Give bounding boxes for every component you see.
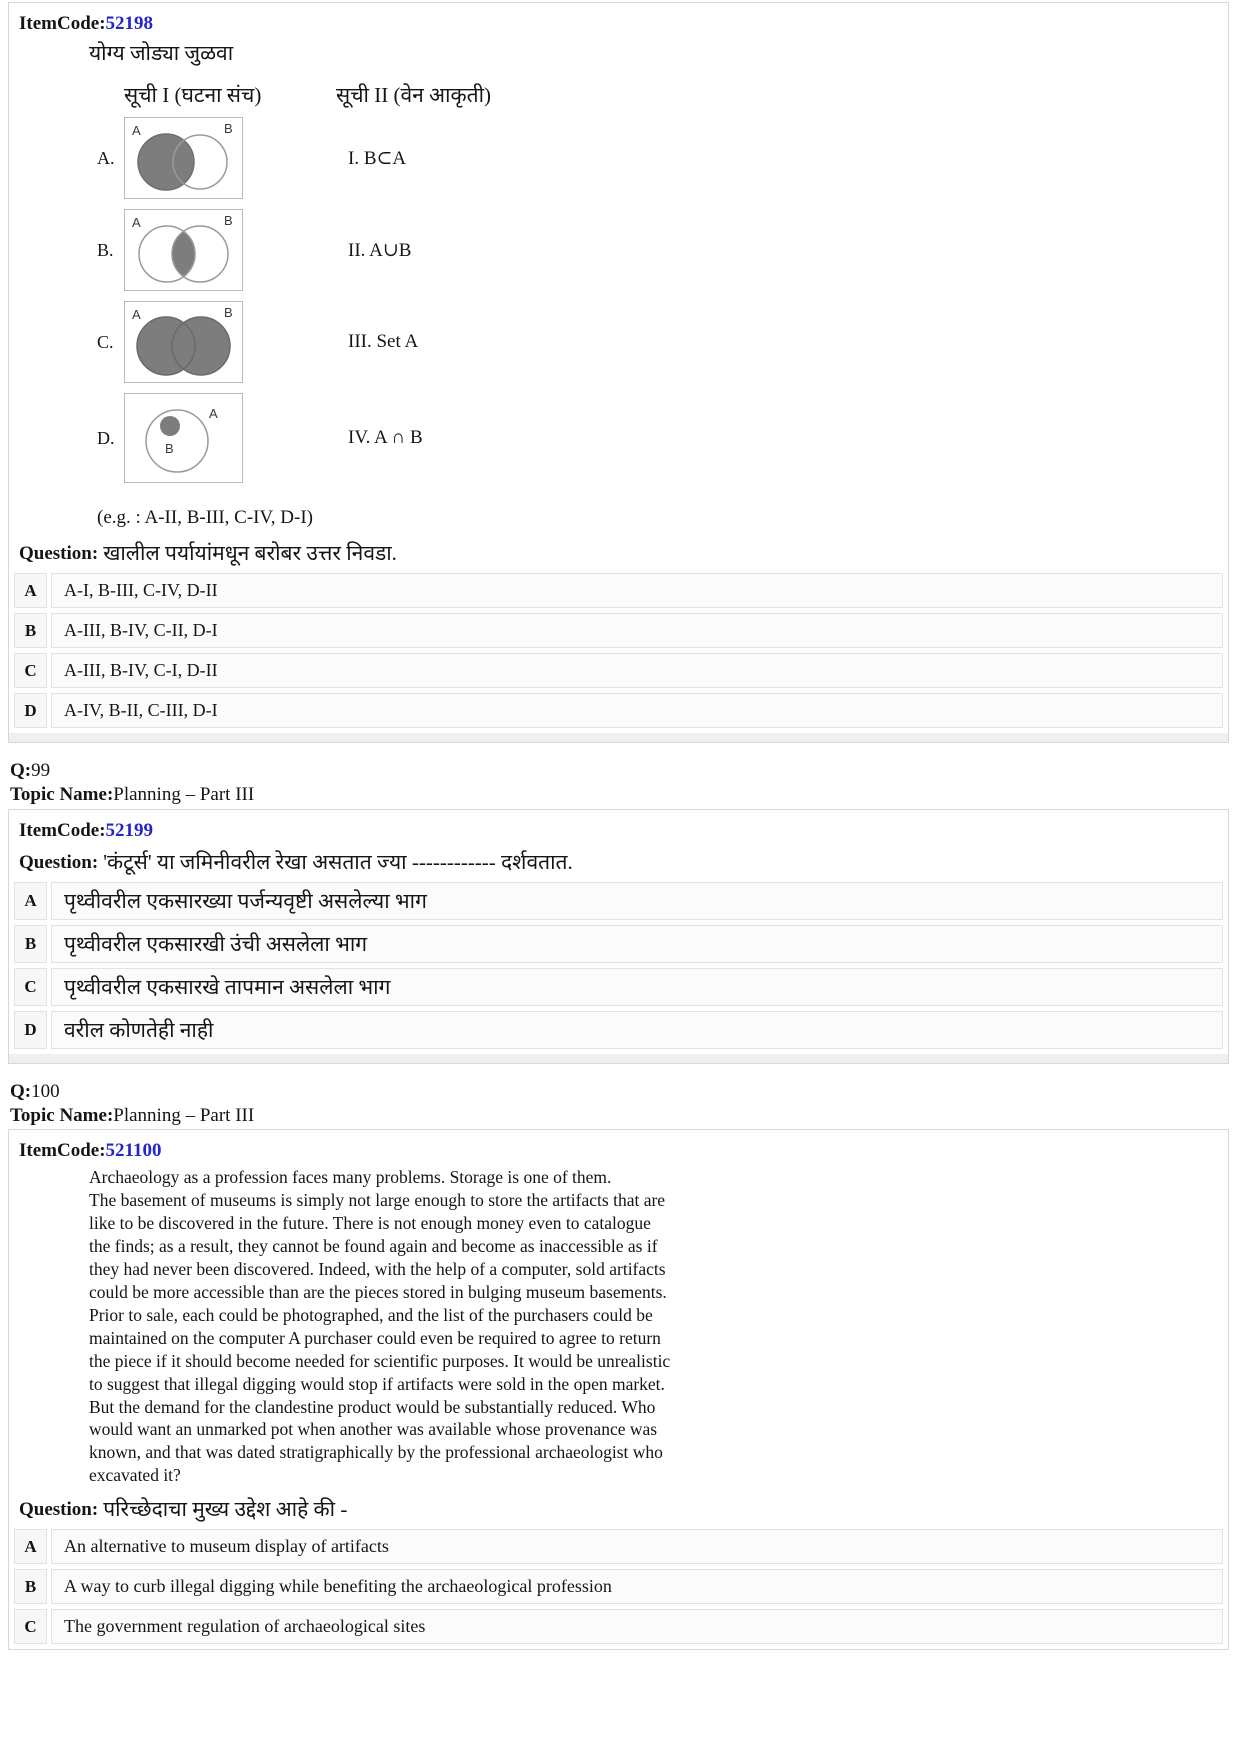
question-row: [9, 844, 1228, 882]
pair-left-label: C.: [97, 331, 114, 352]
item-code-value: 521100: [105, 1140, 162, 1162]
match-pair-row: [97, 393, 1228, 483]
topic-name-line: [10, 783, 1240, 807]
option-text: पृथ्वीवरील एकसारखी उंची असलेला भाग: [51, 925, 1223, 963]
venn-label-b: B: [224, 121, 233, 136]
option-text: A-IV, B-II, C-III, D-I: [51, 693, 1223, 728]
question-box-98: [8, 2, 1229, 743]
match-pair-row: [97, 117, 1228, 199]
pair-left-label: A.: [97, 147, 115, 168]
question-number: 99: [31, 760, 51, 782]
item-code-value: 52199: [105, 819, 154, 841]
pair-right-label: III. Set A: [348, 331, 419, 352]
option-key: D: [14, 693, 47, 728]
option-text: The government regulation of archaeological sites: [51, 1609, 1223, 1644]
list1-header: सूची I (घटना संच): [124, 83, 262, 107]
question-label: Question:: [19, 1499, 99, 1521]
topic-name-line: [10, 1104, 1240, 1128]
question-label: Question:: [19, 851, 99, 873]
option-key: A: [14, 882, 47, 920]
question-row: [9, 535, 1228, 573]
option-row: [14, 1569, 1223, 1604]
option-key: C: [14, 968, 47, 1006]
topic-name-label: Topic Name:: [10, 1104, 114, 1126]
question-text: खालील पर्यायांमधून बरोबर उत्तर निवडा.: [103, 541, 397, 565]
option-key: A: [14, 1529, 47, 1564]
item-code-label: ItemCode:: [19, 13, 106, 34]
item-code-line: [9, 9, 1228, 37]
venn-diagram-intersection-shaded: [124, 209, 243, 291]
pair-right-label: I. B⊂A: [348, 147, 407, 169]
option-row: [14, 1609, 1223, 1644]
venn-label-a: A: [209, 406, 218, 421]
topic-name-label: Topic Name:: [10, 783, 114, 805]
list2-header: सूची II (वेन आकृती): [336, 83, 492, 107]
venn-diagram-a-shaded: [124, 117, 243, 199]
venn-label-b: B: [224, 305, 233, 320]
match-instruction: योग्य जोड्या जुळवा: [89, 41, 234, 65]
option-text: An alternative to museum display of artifacts: [51, 1529, 1223, 1564]
option-key: C: [14, 1609, 47, 1644]
option-key: D: [14, 1011, 47, 1049]
venn-circle-a-filled: [138, 134, 194, 190]
option-row: [14, 1529, 1223, 1564]
question-meta: [10, 759, 1240, 807]
question-number-line: [10, 1080, 1240, 1104]
option-text: A-I, B-III, C-IV, D-II: [51, 573, 1223, 608]
option-text: A way to curb illegal digging while benefiting the archaeological profession: [51, 1569, 1223, 1604]
option-row: [14, 882, 1223, 920]
question-meta: [10, 1080, 1240, 1128]
option-key: A: [14, 573, 47, 608]
topic-name-value: Planning – Part III: [113, 783, 255, 805]
option-row: [14, 653, 1223, 688]
option-text: पृथ्वीवरील एकसारख्या पर्जन्यवृष्टी असलेल्या भाग: [51, 882, 1223, 920]
reading-passage: Archaeology as a profession faces many problems. Storage is one of them. The basement of museums is simply not large enough to store the artifacts that are like to be discovered in the future. There is not enough money even to catalogue the finds; as a result, they cannot be found again and become as inaccessible as if they had never been discovered. Indeed, with the help of a computer, sold artifacts could be more accessible than are the pieces stored in bulging museum basements. Prior to sale, each could be photographed, and the list of the purchasers could be maintained on the computer A purchaser could even be required to agree to return the piece if it should become needed for scientific purposes. It would be unrealistic to suggest that illegal digging would stop if artifacts were sold in the open market. But the demand for the clandestine product would be substantially reduced. Who would want an unmarked pot when another was available whose provenance was known, and that was dated stratigraphically by the professional archaeologist who excavated it?: [89, 1167, 671, 1486]
option-row: [14, 925, 1223, 963]
question-text: 'कंटूर्स' या जमिनीवरील रेखा असतात ज्या ------------ दर्शवतात.: [103, 849, 573, 874]
option-row: [14, 968, 1223, 1006]
box-bottom-strip: [9, 1054, 1228, 1063]
item-code-label: ItemCode:: [19, 819, 106, 841]
question-number-line: [10, 759, 1240, 783]
match-column-headers: [124, 81, 1228, 109]
venn-svg: [125, 118, 242, 198]
venn-label-b: B: [224, 213, 233, 228]
item-code-line: [9, 816, 1228, 844]
match-example-text: (e.g. : A-II, B-III, C-IV, D-I): [97, 507, 313, 528]
option-text: पृथ्वीवरील एकसारखे तापमान असलेला भाग: [51, 968, 1223, 1006]
option-text: A-III, B-IV, C-II, D-I: [51, 613, 1223, 648]
venn-label-a: A: [132, 123, 141, 138]
pair-left-label: D.: [97, 427, 115, 448]
venn-label-a: A: [132, 215, 141, 230]
option-row: [14, 1011, 1223, 1049]
question-number: 100: [31, 1080, 60, 1102]
pair-right-label: II. A∪B: [348, 239, 412, 261]
topic-name-value: Planning – Part III: [113, 1104, 255, 1126]
venn-svg: [125, 210, 242, 290]
option-key: C: [14, 653, 47, 688]
option-text: वरील कोणतेही नाही: [51, 1011, 1223, 1049]
q-label: Q:: [10, 760, 32, 782]
venn-svg: [125, 394, 242, 482]
question-label: Question:: [19, 543, 99, 565]
venn-svg: [125, 302, 242, 382]
option-row: [14, 573, 1223, 608]
option-key: B: [14, 1569, 47, 1604]
question-box-99: [8, 809, 1229, 1064]
question-row: [9, 1491, 1228, 1529]
item-code-value: 52198: [105, 13, 154, 34]
option-key: B: [14, 925, 47, 963]
item-code-label: ItemCode:: [19, 1140, 106, 1162]
match-pair-row: [97, 301, 1228, 383]
question-box-100: [8, 1129, 1229, 1650]
q-label: Q:: [10, 1080, 32, 1102]
box-bottom-strip: [9, 733, 1228, 742]
option-row: [14, 693, 1223, 728]
match-pair-row: [97, 209, 1228, 291]
option-row: [14, 613, 1223, 648]
pair-left-label: B.: [97, 239, 114, 260]
venn-label-b: B: [165, 441, 174, 456]
venn-diagram-union-shaded: [124, 301, 243, 383]
option-text: A-III, B-IV, C-I, D-II: [51, 653, 1223, 688]
question-text: परिच्छेदाचा मुख्य उद्देश आहे की -: [103, 1497, 348, 1522]
venn-circle-b-filled: [160, 416, 180, 436]
item-code-line: [9, 1136, 1228, 1164]
option-key: B: [14, 613, 47, 648]
venn-label-a: A: [132, 307, 141, 322]
pair-right-label: IV. A ∩ B: [348, 427, 423, 448]
venn-diagram-subset-shaded: [124, 393, 243, 483]
